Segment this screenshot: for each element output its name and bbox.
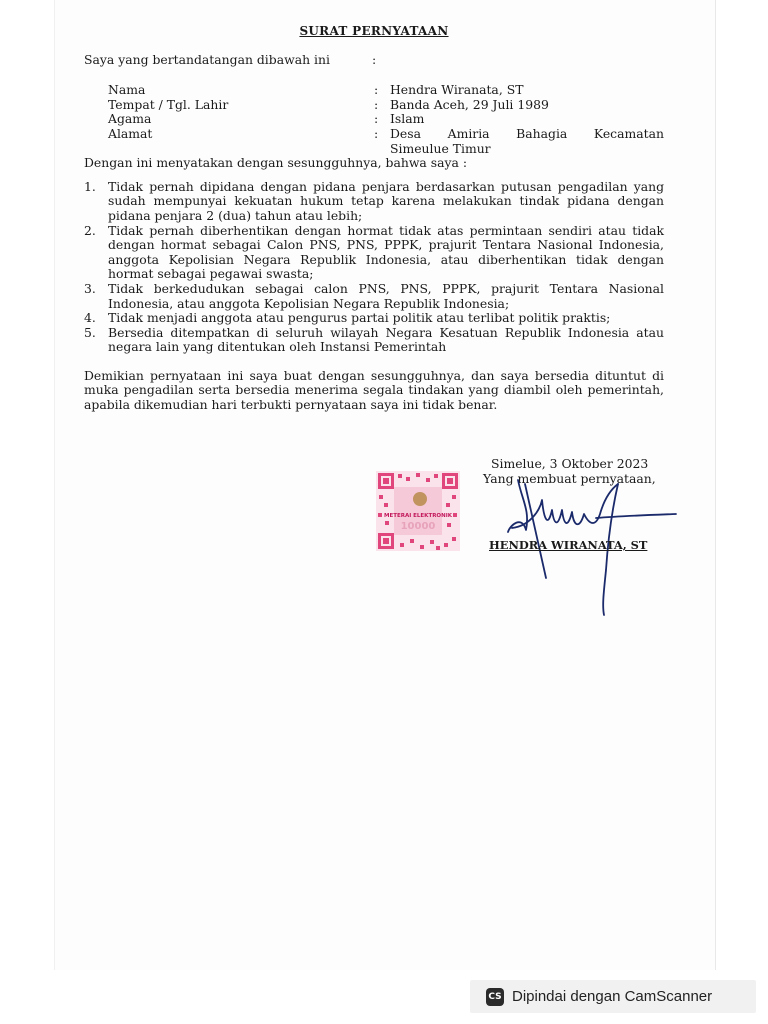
- statement-document: [84, 24, 664, 413]
- identity-label: Nama: [108, 82, 146, 98]
- item-number: 2.: [84, 222, 96, 238]
- list-item: [84, 224, 664, 282]
- item-number: 4.: [84, 310, 96, 326]
- identity-colon: :: [374, 96, 379, 112]
- list-item: [84, 326, 664, 355]
- camscanner-text: Dipindai dengan CamScanner: [512, 988, 713, 1005]
- stamp-label: METERAI ELEKTRONIK: [383, 513, 453, 519]
- declaration-list: [84, 180, 664, 355]
- intro-line: [84, 53, 664, 68]
- intro-colon: :: [372, 51, 377, 67]
- identity-label: Tempat / Tgl. Lahir: [108, 96, 229, 112]
- identity-row-address-cont: [108, 142, 664, 157]
- identity-colon: :: [374, 125, 379, 141]
- closing-paragraph: Demikian pernyataan ini saya buat dengan sesungguhnya, dan saya bersedia dituntut di muka pengadilan serta bersedia menerima segala tindakan yang diambil oleh pemerintah, apabila dikemudian hari terbukti pernyataan saya ini tidak benar.: [84, 367, 664, 413]
- list-item: [84, 180, 664, 224]
- identity-colon: :: [374, 111, 379, 127]
- identity-value: Banda Aceh, 29 Juli 1989: [390, 96, 549, 112]
- item-text: Tidak berkedudukan sebagai calon PNS, PNS, PPPK, prajurit Tentara Nasional Indonesia, atau anggota Kepolisian Negara Republik Indonesia;: [108, 280, 664, 311]
- item-number: 5.: [84, 324, 96, 340]
- maker-label: Yang membuat pernyataan,: [483, 471, 656, 486]
- e-meterai-stamp: [376, 471, 460, 551]
- document-title: SURAT PERNYATAAN: [299, 24, 449, 38]
- intro-text: Saya yang bertandatangan dibawah ini: [84, 51, 330, 67]
- declaration-intro: Dengan ini menyatakan dengan sesungguhnya, bahwa saya :: [84, 155, 467, 171]
- list-item: [84, 282, 664, 311]
- item-text: Tidak pernah dipidana dengan pidana penjara berdasarkan putusan pengadilan yang sudah mempunyai kekuatan hukum tetap karena melakukan tindak pidana dengan pidana penjara 2 (dua) tahun atau lebih;: [108, 178, 664, 223]
- item-text: Bersedia ditempatkan di seluruh wilayah Negara Kesatuan Republik Indonesia atau negara lain yang ditentukan oleh Instansi Pemerintah: [108, 324, 664, 355]
- camscanner-watermark: [470, 980, 756, 1013]
- identity-colon: :: [374, 82, 379, 98]
- item-number: 1.: [84, 178, 96, 194]
- list-item: [84, 311, 664, 326]
- place-date: Simelue, 3 Oktober 2023: [491, 456, 649, 471]
- identity-row-name: [108, 83, 664, 98]
- identity-value: Desa Amiria Bahagia Kecamatan: [390, 125, 664, 141]
- identity-value-continued: Simeulue Timur: [390, 140, 491, 156]
- identity-table: [108, 83, 664, 156]
- identity-row-religion: [108, 112, 664, 127]
- stamp-amount: 10000: [400, 521, 436, 532]
- identity-value: Hendra Wiranata, ST: [390, 82, 524, 98]
- identity-row-birth: [108, 98, 664, 113]
- signer-name: HENDRA WIRANATA, ST: [489, 538, 648, 552]
- identity-label: Agama: [108, 111, 152, 127]
- identity-value: Islam: [390, 111, 425, 127]
- item-text: Tidak pernah diberhentikan dengan hormat tidak atas permintaan sendiri atau tidak dengan hormat sebagai Calon PNS, PNS, PPPK, prajurit Tentara Nasional Indonesia, anggota Kepolisian Negara Republik Indonesia, atau diberhentikan tidak dengan hormat sebagai pegawai swasta;: [108, 222, 664, 282]
- identity-label: Alamat: [108, 125, 153, 141]
- identity-row-address: [108, 127, 664, 142]
- item-text: Tidak menjadi anggota atau pengurus partai politik atau terlibat politik praktis;: [108, 310, 611, 326]
- camscanner-logo-icon: CS: [486, 988, 504, 1006]
- item-number: 3.: [84, 280, 96, 296]
